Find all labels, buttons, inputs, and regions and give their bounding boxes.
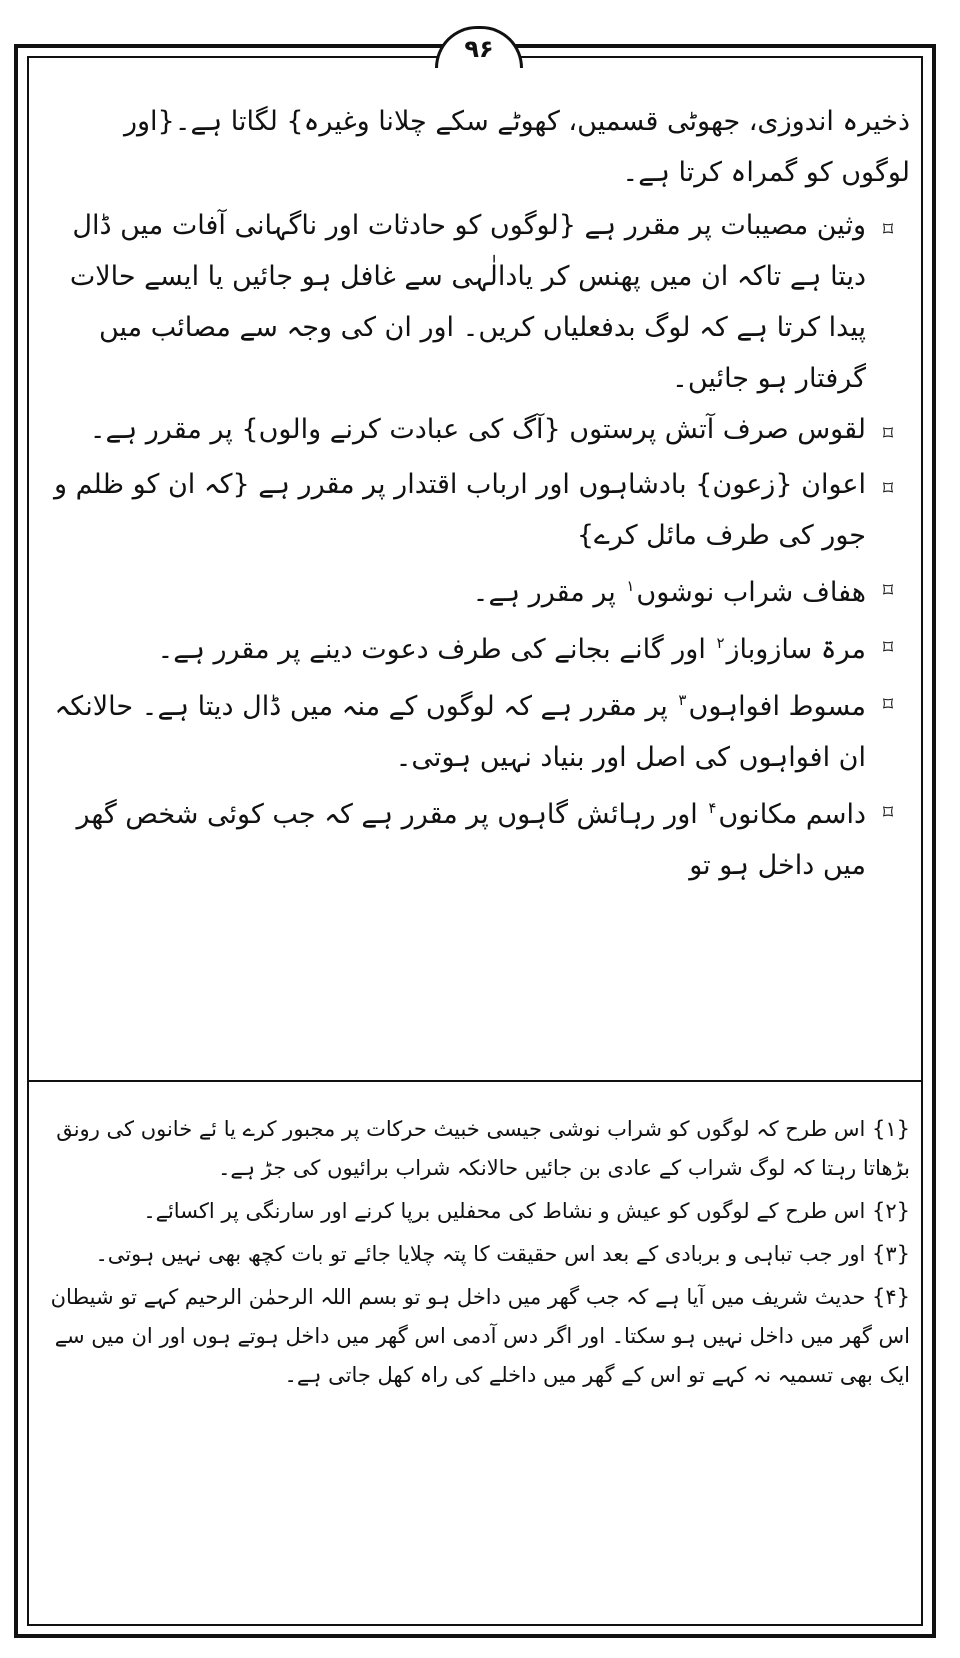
list-item-text-part: مسوط افواہوں [688,691,866,722]
footnotes [48,1110,910,1399]
list-item [48,404,910,459]
footnote-ref: ۴ [708,799,717,817]
bullet-icon: ⌑ [882,476,894,500]
bullet-icon: ⌑ [882,578,894,602]
list-item-text-part: اور گانے بجانے کی طرف دعوت دینے پر مقرر ہے۔ [157,634,706,665]
footnote-ref: ۱ [626,577,635,595]
list-item-text [48,675,866,783]
list-item-text: وثین مصیبات پر مقرر ہے {لوگوں کو حادثات اور ناگہانی آفات میں ڈال دیتا ہے تاکہ ان میں پھنس کر یادالٰہی سے غافل ہو جائیں یا ایسے حالات پیدا کرتا ہے کہ لوگ بدفعلیاں کریں۔ اور ان کی وجہ سے مصائب میں گرفتار ہو جائیں۔ [69,210,866,394]
list-item [48,561,910,618]
list-item-text: لقوس صرف آتش پرستوں {آگ کی عبادت کرنے والوں} پر مقرر ہے۔ [89,414,866,445]
bullet-icon: ⌑ [882,635,894,659]
list-item [48,783,910,891]
main-text [48,96,910,1056]
list-item-text [48,618,866,675]
list-item-text [48,783,866,891]
list-item-text-part: داسم مکانوں [718,799,866,830]
list-item [48,618,910,675]
list-item [48,675,910,783]
footnote: {۴} حدیث شریف میں آیا ہے کہ جب گھر میں داخل ہو تو بسم اللہ الرحمٰن الرحیم کہے تو شیطان اس گھر میں داخل نہیں ہو سکتا۔ اور اگر دس آدمی اس گھر میں داخل ہوتے ہوں اور ان میں سے ایک بھی تسمیہ نہ کہے تو اس کے گھر میں داخلے کی راہ کھل جاتی ہے۔ [50,1285,910,1387]
list-item-text-part: هفاف شراب نوشوں [636,577,866,608]
list-item-text [48,561,866,618]
list-item [48,200,910,404]
list-item-text-part: اور رہائش گاہوں پر مقرر ہے کہ جب کوئی شخص گھر میں داخل ہو تو [76,799,866,881]
list-item [48,459,910,561]
bullet-icon: ⌑ [882,421,894,445]
footnote-ref: ۲ [716,634,725,652]
list-item-text-part: مرۃ سازوباز [726,634,866,665]
footnote: {۳} اور جب تباہی و بربادی کے بعد اس حقیقت کا پتہ چلایا جائے تو بات کچھ بھی نہیں ہوتی۔ [95,1242,910,1266]
intro-paragraph: ذخیرہ اندوزی، جھوٹی قسمیں، کھوٹے سکے چلانا وغیرہ} لگاتا ہے۔{اور لوگوں کو گمراہ کرتا ہے۔ [123,106,910,188]
footnote: {۱} اس طرح کہ لوگوں کو شراب نوشی جیسی خبیث حرکات پر مجبور کرے یا ئے خانوں کی رونق بڑھاتا رہتا کہ لوگ شراب کے عادی بن جائیں حالانکہ شراب برائیوں کی جڑ ہے۔ [56,1117,910,1180]
footnote-ref: ۳ [678,691,687,709]
footnote-divider [27,1080,923,1082]
bullet-icon: ⌑ [882,217,894,241]
footnote: {۲} اس طرح کے لوگوں کو عیش و نشاط کی محفلیں برپا کرنے اور سارنگی پر اکسائے۔ [143,1199,910,1223]
list-item-text: اعوان {زعون} بادشاہوں اور ارباب اقتدار پر مقرر ہے {کہ ان کو ظلم و جور کی طرف مائل کرے} [53,469,866,551]
page-number: ۹۶ [435,26,523,68]
bullet-icon: ⌑ [882,800,894,824]
list-item-text-part: پر مقرر ہے کہ لوگوں کے منہ میں ڈال دیتا ہے۔ حالانکہ ان افواہوں کی اصل اور بنیاد نہیں ہوتی۔ [54,691,866,773]
bullet-icon: ⌑ [882,692,894,716]
list-item-text-part: پر مقرر ہے۔ [472,577,616,608]
